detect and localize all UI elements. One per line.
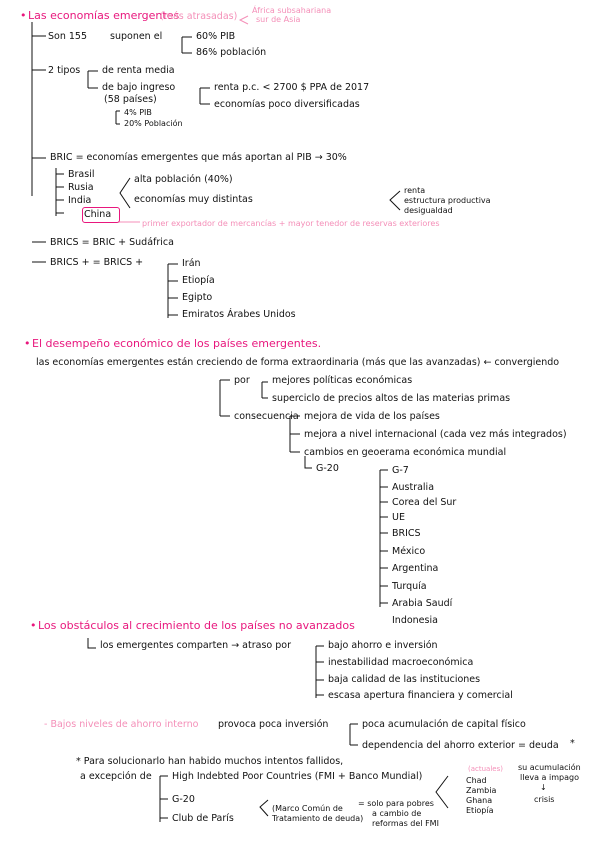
- por-label: por: [234, 375, 250, 386]
- son-155: Son 155: [48, 31, 88, 42]
- g20-member: Australia: [392, 482, 435, 493]
- actuales-label: (actuales): [468, 765, 503, 773]
- brics-emiratos: Emiratos Árabes Unidos: [182, 309, 296, 320]
- bric-rusia: Rusia: [68, 182, 94, 193]
- mejora-internacional: mejora a nivel internacional (cada vez más integrados): [304, 429, 567, 440]
- g20-member: UE: [392, 512, 405, 523]
- bric-definition: BRIC = economías emergentes que más aportan al PIB → 30%: [50, 152, 347, 163]
- section3-title: Los obstáculos al crecimiento de los países no avanzados: [38, 619, 355, 632]
- section1-subtitle: (más atrasadas): [160, 11, 238, 22]
- brics-etiopia: Etiopía: [182, 275, 215, 286]
- country-etiopia: Etiopía: [466, 806, 494, 815]
- emergentes-comparten: los emergentes comparten → atraso por: [100, 640, 291, 651]
- poca-acumulacion: poca acumulación de capital físico: [362, 719, 526, 730]
- pob-86: 86% población: [196, 47, 267, 58]
- muy-distintas: economías muy distintas: [134, 194, 253, 205]
- g20-member: Arabia Saudí: [392, 598, 453, 609]
- crisis-note: crisis: [534, 795, 555, 804]
- tratamiento-deuda: Tratamiento de deuda): [272, 814, 364, 823]
- bajo-ingreso: de bajo ingreso: [102, 82, 176, 93]
- g20-initiative: G-20: [172, 794, 195, 805]
- renta-pc: renta p.c. < 2700 $ PPA de 2017: [214, 82, 370, 93]
- bric-brasil: Brasil: [68, 169, 95, 180]
- consecuencia-label: consecuencia: [234, 411, 299, 422]
- bric-china: China: [84, 209, 112, 220]
- renta-media: de renta media: [102, 65, 175, 76]
- country-ghana: Ghana: [466, 796, 493, 805]
- provoca-poca-inversion: provoca poca inversión: [218, 719, 329, 730]
- a-cambio: a cambio de: [372, 809, 422, 818]
- section2-title: El desempeño económico de los países emergentes.: [32, 337, 322, 350]
- brics-line: BRICS = BRIC + Sudáfrica: [50, 237, 174, 248]
- desigualdad: desigualdad: [404, 206, 453, 215]
- estructura-productiva: estructura productiva: [404, 196, 491, 205]
- brics-iran: Irán: [182, 258, 201, 269]
- down-arrow: ↓: [540, 783, 547, 792]
- note-asia: sur de Asia: [256, 15, 301, 24]
- dependencia-ahorro: dependencia del ahorro exterior = deuda: [362, 740, 559, 751]
- club-paris: Club de París: [172, 813, 234, 824]
- dos-tipos: 2 tipos: [48, 65, 81, 76]
- paises-58: (58 países): [104, 94, 157, 105]
- solucion-intentos: * Para solucionarlo han habido muchos intentos fallidos,: [76, 756, 344, 767]
- g20-member: Turquía: [392, 581, 427, 592]
- impago-note: lleva a impago: [520, 773, 579, 782]
- alta-poblacion: alta población (40%): [134, 174, 233, 185]
- mejora-vida: mejora de vida de los países: [304, 411, 440, 422]
- section1-bullet: •: [20, 9, 27, 22]
- obstaculo-item: bajo ahorro e inversión: [328, 640, 438, 651]
- obstaculo-item: inestabilidad macroeconómica: [328, 657, 474, 668]
- bric-india: India: [68, 195, 92, 206]
- asterisk-mark: *: [570, 738, 575, 749]
- superciclo: superciclo de precios altos de las materias primas: [272, 393, 511, 404]
- pib-4: 4% PIB: [124, 108, 152, 117]
- china-note: primer exportador de mercancías + mayor tenedor de reservas exteriores: [142, 219, 440, 228]
- g20-member: México: [392, 546, 426, 557]
- hipc-initiative: High Indebted Poor Countries (FMI + Banco Mundial): [172, 771, 423, 782]
- marco-comun: (Marco Común de: [272, 804, 343, 813]
- bricsplus-line: BRICS + = BRICS +: [50, 257, 144, 268]
- acumulacion-note: su acumulación: [518, 763, 581, 772]
- obstaculo-item: baja calidad de las instituciones: [328, 674, 481, 685]
- obstaculo-item: escasa apertura financiera y comercial: [328, 690, 513, 701]
- country-chad: Chad: [466, 776, 487, 785]
- reformas-fmi: reformas del FMI: [372, 819, 439, 828]
- note-africa: África subsahariana: [252, 6, 332, 15]
- bajos-niveles-ahorro: - Bajos niveles de ahorro interno: [44, 719, 199, 730]
- g7-label: G-7: [392, 465, 409, 476]
- g20-member: Argentina: [392, 563, 439, 574]
- mejores-politicas: mejores políticas económicas: [272, 375, 413, 386]
- section2-bullet: •: [24, 337, 31, 350]
- g20-member: BRICS: [392, 528, 421, 539]
- a-excepcion: a excepción de: [80, 771, 152, 782]
- country-zambia: Zambia: [466, 786, 497, 795]
- poco-diversificadas: economías poco diversificadas: [214, 99, 360, 110]
- g20-member: Corea del Sur: [392, 497, 457, 508]
- solo-pobres: = solo para pobres: [358, 799, 434, 808]
- g20-label: G-20: [316, 463, 339, 474]
- cambios-geoerama: cambios en geoerama económica mundial: [304, 447, 507, 458]
- renta-label: renta: [404, 186, 426, 195]
- g20-member: Indonesia: [392, 615, 438, 626]
- pib-60: 60% PIB: [196, 31, 236, 42]
- section3-bullet: •: [30, 619, 37, 632]
- pob-20: 20% Población: [124, 119, 183, 128]
- brics-egipto: Egipto: [182, 292, 213, 303]
- suponen: suponen el: [110, 31, 163, 42]
- section1-title: Las economías emergentes: [28, 9, 180, 22]
- section2-intro: las economías emergentes están creciendo de forma extraordinaria (más que las avanzadas) ← convergiendo: [36, 357, 560, 368]
